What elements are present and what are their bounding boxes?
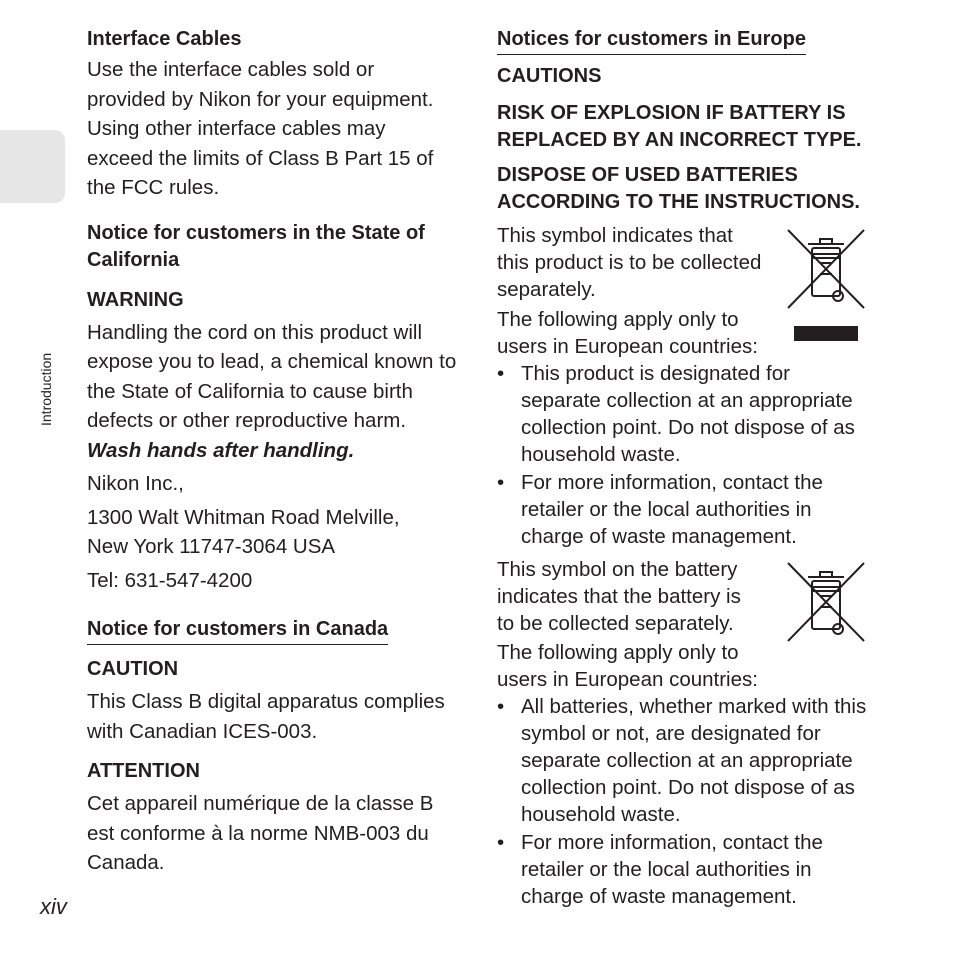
battery-weee-icon bbox=[786, 561, 866, 645]
left-column bbox=[87, 24, 457, 878]
dispose-batteries-text: DISPOSE OF USED BATTERIES ACCORDING TO THE INSTRUCTIONS. bbox=[497, 164, 860, 213]
section-label bbox=[37, 218, 55, 426]
battery-bullet-list bbox=[497, 693, 872, 910]
battery-symbol-text: This symbol on the battery indicates that the battery is to be collected separately. bbox=[497, 558, 741, 635]
product-symbol-text: This symbol indicates that this product is to be collected separately. bbox=[497, 224, 762, 301]
section-label-text: Introduction bbox=[38, 352, 54, 426]
risk-explosion-text: RISK OF EXPLOSION IF BATTERY IS REPLACED BY AN INCORRECT TYPE. bbox=[497, 102, 862, 151]
canada-heading bbox=[87, 616, 457, 645]
attention-text: Cet appareil numérique de la classe B est conforme à la norme NMB-003 du Canada. bbox=[87, 792, 434, 874]
company-name: Nikon Inc., bbox=[87, 472, 184, 495]
telephone: Tel: 631-547-4200 bbox=[87, 568, 253, 592]
wash-hands-text: Wash hands after handling. bbox=[87, 438, 355, 462]
page-number: xiv bbox=[40, 894, 67, 919]
list-item: • All batteries, whether marked with this symbol or not, are designated for separate collection at an appropriate collection point. Do not dispose of as household waste. bbox=[497, 693, 872, 828]
right-column bbox=[497, 24, 872, 910]
caution-heading: CAUTION bbox=[87, 658, 179, 680]
california-heading: Notice for customers in the State of California bbox=[87, 221, 425, 271]
product-weee-icon bbox=[786, 228, 866, 346]
europe-heading bbox=[497, 26, 872, 55]
canada-heading-text: Notice for customers in Canada bbox=[87, 616, 388, 645]
attention-heading: ATTENTION bbox=[87, 760, 200, 782]
list-item: • This product is designated for separate collection at an appropriate collection point. Do not dispose of as household waste. bbox=[497, 360, 872, 468]
interface-cables-heading: Interface Cables bbox=[87, 28, 242, 50]
product-bullet-list bbox=[497, 360, 872, 550]
list-item: • For more information, contact the retailer or the local authorities in charge of waste management. bbox=[497, 469, 872, 550]
address-line-1: 1300 Walt Whitman Road Melville, bbox=[87, 505, 400, 529]
cautions-heading: CAUTIONS bbox=[497, 65, 602, 87]
caution-text: This Class B digital apparatus complies with Canadian ICES-003. bbox=[87, 690, 445, 743]
battery-apply-text: The following apply only to users in European countries: bbox=[497, 641, 758, 691]
address-line-2: New York 11747-3064 USA bbox=[87, 535, 336, 558]
product-apply-text: The following apply only to users in European countries: bbox=[497, 308, 758, 358]
list-item: • For more information, contact the retailer or the local authorities in charge of waste management. bbox=[497, 829, 872, 910]
section-tab bbox=[0, 130, 65, 203]
europe-heading-text: Notices for customers in Europe bbox=[497, 26, 806, 55]
warning-heading: WARNING bbox=[87, 288, 184, 311]
warning-text: Handling the cord on this product will expose you to lead, a chemical known to the State of California to cause birth defects or other reproductive harm. bbox=[87, 320, 457, 432]
interface-cables-text: Use the interface cables sold or provided by Nikon for your equipment. Using other interface cables may exceed the limits of Class B Part 15 of the FCC rules. bbox=[87, 58, 434, 199]
